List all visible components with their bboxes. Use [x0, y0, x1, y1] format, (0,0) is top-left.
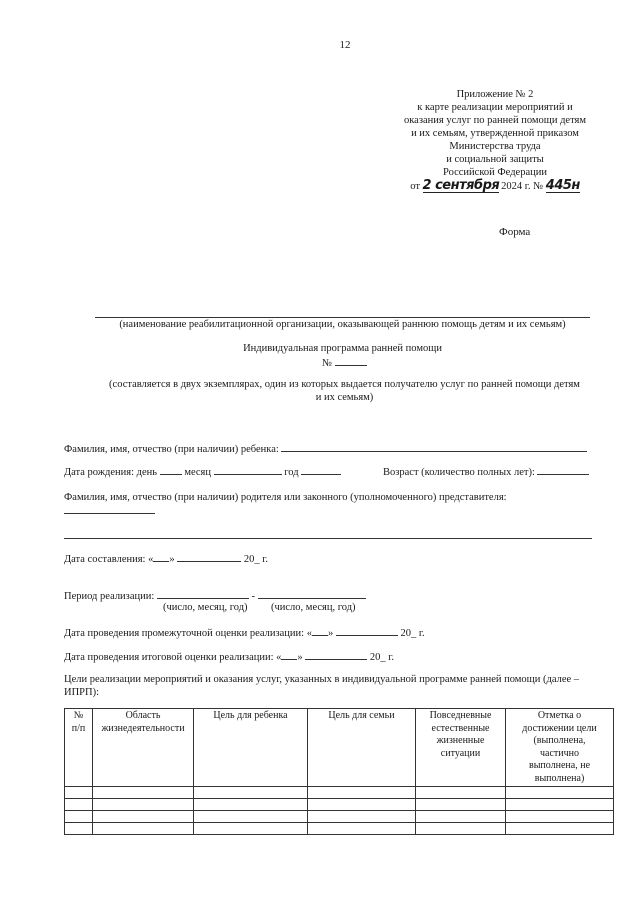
period-to-caption: (число, месяц, год) [271, 602, 356, 613]
table-cell[interactable] [65, 823, 93, 835]
period-row [64, 589, 366, 602]
col-header-number: № п/п [65, 709, 93, 787]
table-cell[interactable] [93, 823, 194, 835]
table-cell[interactable] [416, 811, 506, 823]
handwritten-date: 2 сентября [422, 178, 500, 193]
table-cell[interactable] [506, 799, 614, 811]
table-cell[interactable] [65, 787, 93, 799]
table-cell[interactable] [416, 787, 506, 799]
child-name-label: Фамилия, имя, отчество (при наличии) ребенка: [64, 444, 279, 455]
col-header-area: Область жизнедеятельности [93, 709, 194, 787]
period-label: Период реализации: [64, 591, 155, 602]
table-row [65, 811, 614, 823]
table-cell[interactable] [194, 799, 308, 811]
period-from-caption: (число, месяц, год) [163, 602, 248, 613]
col-header-family-goal: Цель для семьи [308, 709, 416, 787]
table-cell[interactable] [194, 811, 308, 823]
appendix-line: оказания услуг по ранней помощи детям [403, 115, 587, 126]
final-date-row [64, 650, 394, 663]
table-cell[interactable] [194, 823, 308, 835]
interim-year: 20_ г. [400, 628, 425, 639]
program-number-label: № [322, 358, 333, 369]
interim-date-row [64, 626, 425, 639]
birth-year-input[interactable] [301, 465, 341, 475]
interim-day-input[interactable] [312, 626, 328, 636]
final-day-input[interactable] [281, 650, 297, 660]
age-label: Возраст (количество полных лет): [383, 467, 535, 478]
org-caption: (наименование реабилитационной организации, оказывающей раннюю помощь детям и их семьям) [119, 319, 566, 330]
table-cell[interactable] [416, 823, 506, 835]
compiled-date-label: Дата составления: « [64, 554, 154, 565]
table-cell[interactable] [308, 799, 416, 811]
interim-date-label: Дата проведения промежуточной оценки реализации: « [64, 628, 312, 639]
birth-month-input[interactable] [214, 465, 282, 475]
compiled-month-input[interactable] [177, 552, 241, 562]
birth-month-label: месяц [184, 467, 212, 478]
age-row [383, 465, 589, 478]
table-cell[interactable] [506, 787, 614, 799]
note-line-1: (составляется в двух экземплярах, один из которых выдается получателю услуг по ранней помощи детям [109, 379, 580, 390]
program-number-blank[interactable] [335, 356, 367, 366]
parent-name-line-2[interactable] [64, 538, 592, 539]
birth-year-label: год [284, 467, 299, 478]
table-cell[interactable] [93, 799, 194, 811]
table-row [65, 787, 614, 799]
compiled-year: 20_ г. [243, 554, 268, 565]
quote-close: » [297, 652, 303, 663]
quote-close: » [169, 554, 175, 565]
table-cell[interactable] [93, 811, 194, 823]
goals-table [64, 708, 614, 835]
birth-day-input[interactable] [160, 465, 182, 475]
appendix-line: к карте реализации мероприятий и [417, 102, 573, 113]
period-from-input[interactable] [157, 589, 249, 599]
parent-name-label: Фамилия, имя, отчество (при наличии) родителя или законного (уполномоченного) представителя: [64, 492, 507, 503]
col-header-achievement: Отметка о достижении цели (выполнена, частично выполнена, не выполнена) [506, 709, 614, 787]
table-cell[interactable] [416, 799, 506, 811]
program-title: Индивидуальная программа ранней помощи [243, 343, 442, 354]
age-input[interactable] [537, 465, 589, 475]
note-line-2: и их семьям) [315, 392, 374, 403]
quote-close: » [327, 628, 334, 639]
final-year: 20_ г. [369, 652, 395, 663]
final-month-input[interactable] [305, 650, 367, 660]
table-cell[interactable] [194, 787, 308, 799]
handwritten-order-number: 445н [545, 178, 580, 193]
child-name-input[interactable] [281, 442, 587, 452]
table-header-row [65, 709, 614, 787]
table-cell[interactable] [65, 811, 93, 823]
parent-name-input[interactable] [64, 513, 155, 514]
table-cell[interactable] [506, 811, 614, 823]
table-cell[interactable] [308, 811, 416, 823]
col-header-child-goal: Цель для ребенка [194, 709, 308, 787]
interim-month-input[interactable] [336, 626, 398, 636]
appendix-line: Приложение № 2 [456, 89, 534, 100]
birth-day-label: Дата рождения: день [64, 467, 158, 478]
org-name-line[interactable] [95, 317, 590, 318]
order-date-line [398, 179, 592, 193]
period-to-input[interactable] [258, 589, 366, 599]
appendix-block [398, 88, 592, 193]
table-cell[interactable] [506, 823, 614, 835]
table-cell[interactable] [93, 787, 194, 799]
table-row [65, 799, 614, 811]
col-header-situations: Повседневные естественные жизненные ситуации [416, 709, 506, 787]
date-prefix: от [410, 181, 420, 192]
form-label: Форма [499, 226, 531, 238]
table-cell[interactable] [308, 787, 416, 799]
appendix-line: и социальной защиты [446, 154, 544, 165]
table-cell[interactable] [308, 823, 416, 835]
appendix-line: и их семьям, утвержденной приказом [411, 128, 579, 139]
table-cell[interactable] [65, 799, 93, 811]
date-year: 2024 г. № [501, 181, 544, 192]
period-dash: - [251, 591, 256, 602]
page-number: 12 [339, 39, 351, 51]
final-date-label: Дата проведения итоговой оценки реализации: « [64, 652, 282, 663]
compiled-date-row [64, 552, 268, 565]
birth-date-row [64, 465, 341, 478]
child-name-row [64, 442, 587, 455]
appendix-line: Министерства труда [449, 141, 541, 152]
goals-intro-line-1: Цели реализации мероприятий и оказания услуг, указанных в индивидуальной программе ранней помощи (далее – [64, 674, 580, 685]
goals-intro-line-2: ИПРП): [64, 687, 100, 698]
table-row [65, 823, 614, 835]
compiled-day-input[interactable] [153, 552, 169, 562]
program-number [322, 356, 367, 369]
appendix-line: Российской Федерации [443, 167, 547, 178]
